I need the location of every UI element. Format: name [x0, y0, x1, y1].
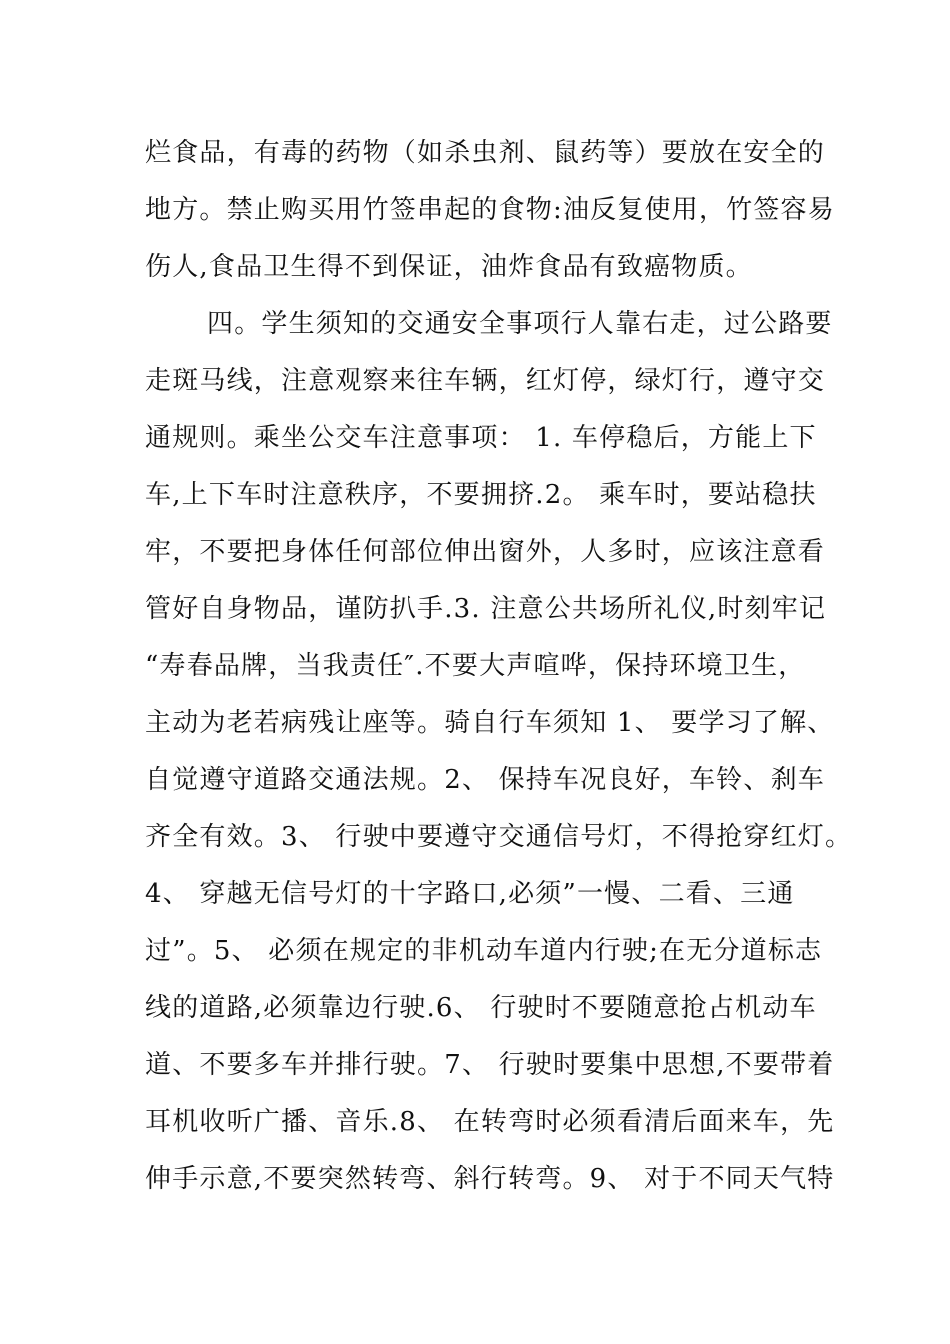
text-line: 耳机收听广播、音乐.8、 在转弯时必须看清后面来车，先	[145, 1107, 835, 1137]
text-line: 过”。5、 必须在规定的非机动车道内行驶;在无分道标志	[145, 936, 823, 966]
text-line: 走斑马线，注意观察来往车辆，红灯停，绿灯行，遵守交	[145, 366, 826, 396]
text-line: 主动为老若病残让座等。骑自行车须知 1、 要学习了解、	[145, 708, 835, 738]
text-line: 地方。禁止购买用竹签串起的食物:油反复使用，竹签容易	[145, 195, 835, 225]
text-line: 4、 穿越无信号灯的十字路口,必须”一慢、二看、三通	[145, 879, 795, 909]
paragraph-start-line: 四。学生须知的交通安全事项行人靠右走，过公路要	[207, 309, 833, 339]
text-line: 牢，不要把身体任何部位伸出窗外，人多时，应该注意看	[145, 537, 826, 567]
text-line: 烂食品，有毒的药物（如杀虫剂、鼠药等）要放在安全的	[145, 138, 826, 168]
text-line: 线的道路,必须靠边行驶.6、 行驶时不要随意抢占机动车	[145, 993, 817, 1023]
text-line: 齐全有效。3、 行驶中要遵守交通信号灯，不得抢穿红灯。	[145, 822, 853, 852]
text-line: “寿春品牌，当我责任″.不要大声喧哗，保持环境卫生，	[145, 651, 806, 681]
text-line: 伤人,食品卫生得不到保证，油炸食品有致癌物质。	[145, 252, 753, 282]
text-line: 管好自身物品，谨防扒手.3. 注意公共场所礼仪,时刻牢记	[145, 594, 827, 624]
text-line: 自觉遵守道路交通法规。2、 保持车况良好，车铃、刹车	[145, 765, 826, 795]
text-line: 车,上下车时注意秩序，不要拥挤.2。 乘车时，要站稳扶	[145, 480, 817, 510]
text-line: 通规则。乘坐公交车注意事项： 1. 车停稳后，方能上下	[145, 423, 817, 453]
text-line: 伸手示意,不要突然转弯、斜行转弯。9、 对于不同天气特	[145, 1164, 835, 1194]
text-line: 道、不要多车并排行驶。7、 行驶时要集中思想,不要带着	[145, 1050, 835, 1080]
